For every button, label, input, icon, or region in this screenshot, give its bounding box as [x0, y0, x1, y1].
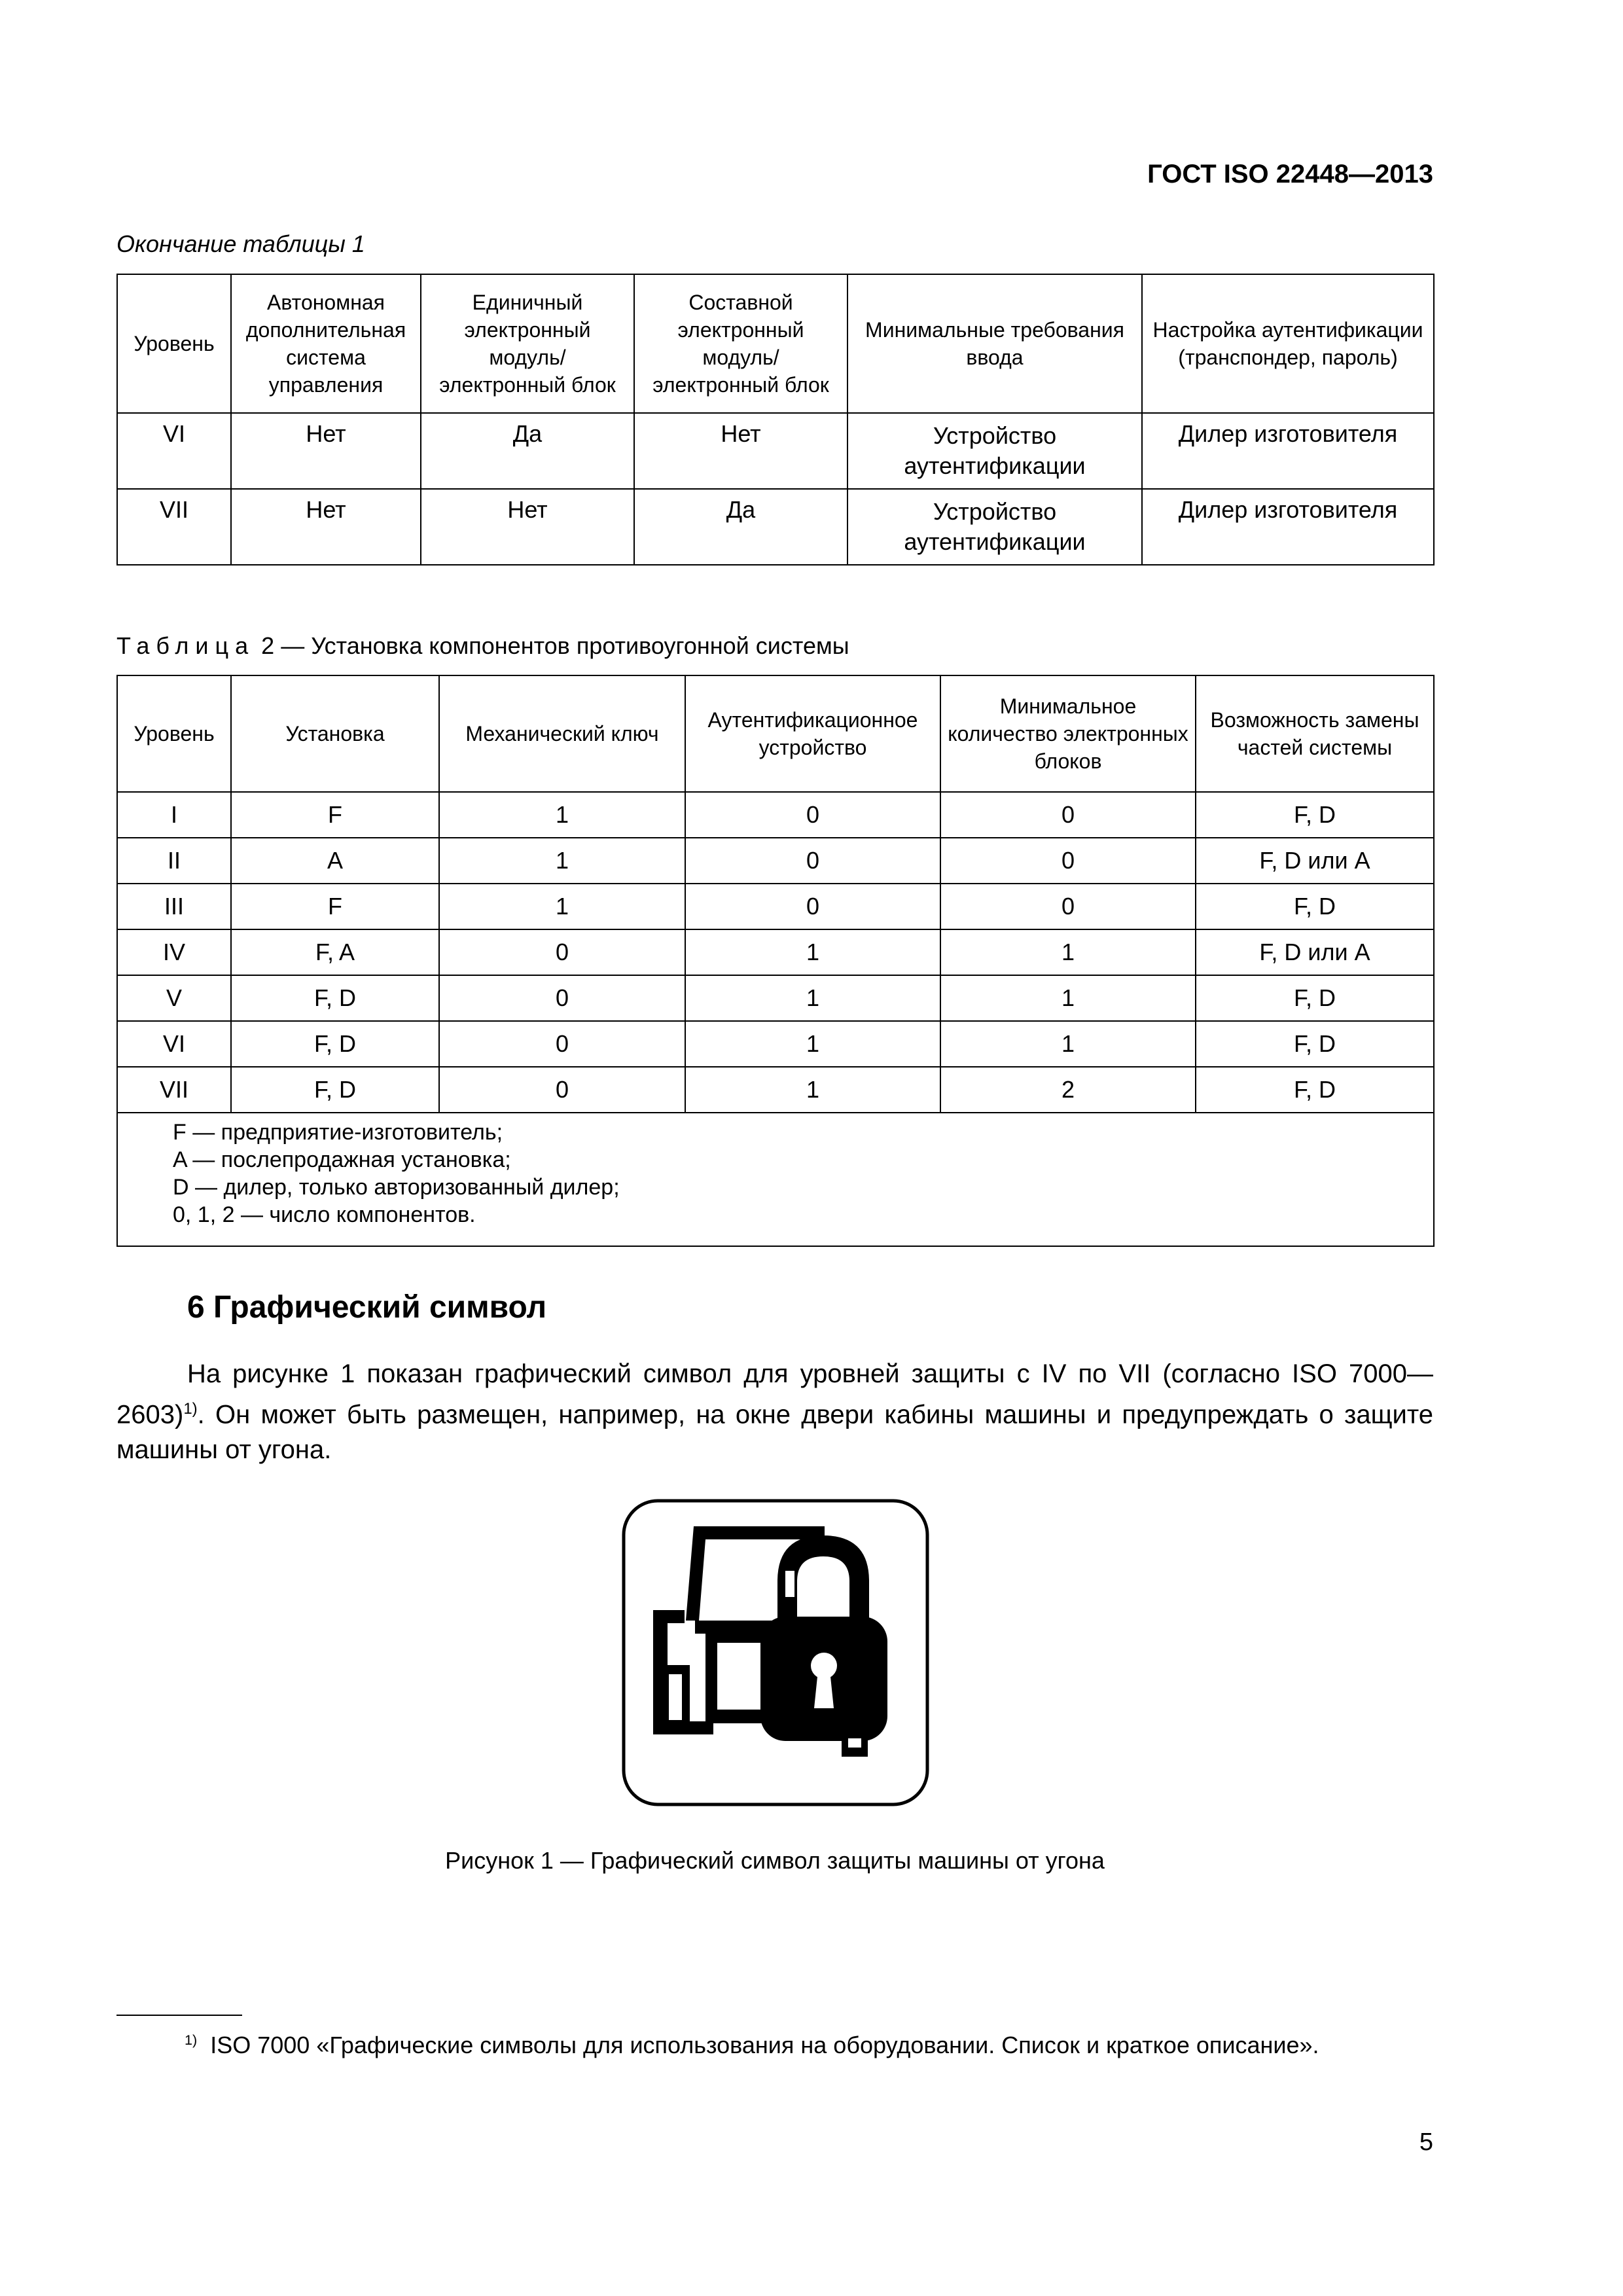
- table-cell: F, D: [1196, 792, 1434, 838]
- table-cell: Да: [421, 413, 634, 489]
- table-cell: F, D: [1196, 1067, 1434, 1113]
- table-cell: F, D или A: [1196, 838, 1434, 884]
- table1-header-cell: Составной электронный модуль/ электронный блок: [634, 274, 847, 413]
- footnote-marker: 1): [185, 2032, 198, 2048]
- table-cell: 1: [439, 884, 685, 929]
- table2-title: [116, 632, 849, 660]
- table-row: [117, 838, 1434, 884]
- table1: [116, 274, 1435, 565]
- machine-lock-symbol-icon: [622, 1499, 929, 1806]
- table-cell: 1: [685, 1021, 940, 1067]
- table-row: [117, 1021, 1434, 1067]
- table-cell: 0: [439, 1067, 685, 1113]
- table-cell: Нет: [231, 413, 421, 489]
- page-number: 5: [1419, 2128, 1433, 2156]
- table-cell: I: [117, 792, 231, 838]
- table-cell: 1: [685, 929, 940, 975]
- table2-note: D — дилер, только авторизованный дилер;: [173, 1175, 620, 1200]
- table-row: [117, 489, 1434, 565]
- table2-header-cell: Аутентификационное устройство: [685, 675, 940, 792]
- table2-header-cell: Механический ключ: [439, 675, 685, 792]
- table-row: [117, 1067, 1434, 1113]
- document-id-header: ГОСТ ISO 22448—2013: [1147, 160, 1433, 188]
- table-cell: 0: [940, 884, 1196, 929]
- table-cell: VII: [117, 1067, 231, 1113]
- table-cell: F, D: [231, 1067, 439, 1113]
- figure-caption: Рисунок 1 — Графический символ защиты машины от угона: [445, 1847, 1105, 1874]
- table-cell: VI: [117, 413, 231, 489]
- table-cell: Устройство аутентификации: [847, 489, 1142, 565]
- table1-header-cell: Автономная дополнительная система управления: [231, 274, 421, 413]
- table-row: [117, 792, 1434, 838]
- table2-notes-row: [117, 1113, 1434, 1246]
- table2: [116, 675, 1435, 1247]
- table-cell: 1: [940, 1021, 1196, 1067]
- table-cell: F: [231, 884, 439, 929]
- table2-note: 0, 1, 2 — число компонентов.: [173, 1202, 476, 1227]
- footnote-divider: [116, 2015, 242, 2016]
- table-cell: 0: [685, 792, 940, 838]
- table-cell: 0: [685, 838, 940, 884]
- table2-header-cell: Уровень: [117, 675, 231, 792]
- table-cell: II: [117, 838, 231, 884]
- table1-header-cell: Единичный электронный модуль/ электронный блок: [421, 274, 634, 413]
- table1-header-cell: Настройка аутентификации (транспондер, пароль): [1142, 274, 1434, 413]
- table-row: [117, 413, 1434, 489]
- table-cell: Дилер изготовителя: [1142, 413, 1434, 489]
- table-cell: 0: [439, 929, 685, 975]
- table1-caption: Окончание таблицы 1: [116, 230, 365, 257]
- table-cell: III: [117, 884, 231, 929]
- table-cell: 1: [940, 975, 1196, 1021]
- table-cell: VI: [117, 1021, 231, 1067]
- footnote: [185, 2032, 1319, 2059]
- section-heading: 6 Графический символ: [187, 1290, 547, 1325]
- table1-header-row: [117, 274, 1434, 413]
- table2-title-word: Таблица: [116, 632, 255, 659]
- table-cell: Дилер изготовителя: [1142, 489, 1434, 565]
- table-cell: IV: [117, 929, 231, 975]
- table-cell: V: [117, 975, 231, 1021]
- table-cell: Нет: [634, 413, 847, 489]
- table-cell: F, D или A: [1196, 929, 1434, 975]
- footnote-text: ISO 7000 «Графические символы для использования на оборудовании. Список и краткое описание».: [210, 2032, 1319, 2058]
- table2-title-rest: 2 — Установка компонентов противоугонной системы: [261, 632, 849, 659]
- footnote-ref: 1): [183, 1400, 198, 1418]
- table-cell: 2: [940, 1067, 1196, 1113]
- table-cell: 1: [685, 975, 940, 1021]
- table-cell: A: [231, 838, 439, 884]
- paragraph-text-continued: . Он может быть размещен, например, на окне двери кабины машины и предупреждать о защите машины от угона.: [116, 1400, 1433, 1465]
- table-cell: F, D: [1196, 1021, 1434, 1067]
- table2-note: F — предприятие-изготовитель;: [173, 1120, 503, 1145]
- table-cell: 0: [685, 884, 940, 929]
- table-cell: 0: [439, 1021, 685, 1067]
- table-cell: 1: [439, 838, 685, 884]
- table2-header-cell: Возможность замены частей системы: [1196, 675, 1434, 792]
- table-row: [117, 884, 1434, 929]
- table-cell: Нет: [231, 489, 421, 565]
- table-cell: Да: [634, 489, 847, 565]
- table2-notes: [117, 1113, 1434, 1246]
- table-cell: Устройство аутентификации: [847, 413, 1142, 489]
- table2-header-cell: Минимальное количество электронных блоков: [940, 675, 1196, 792]
- table-cell: VII: [117, 489, 231, 565]
- table1-header-cell: Уровень: [117, 274, 231, 413]
- table-cell: F, D: [231, 1021, 439, 1067]
- table-cell: 1: [439, 792, 685, 838]
- table-cell: 0: [940, 792, 1196, 838]
- table-cell: F, D: [231, 975, 439, 1021]
- table-row: [117, 975, 1434, 1021]
- table-cell: F, D: [1196, 975, 1434, 1021]
- table1-header-cell: Минимальные требования ввода: [847, 274, 1142, 413]
- section-paragraph: [116, 1356, 1433, 1467]
- table-cell: F, A: [231, 929, 439, 975]
- table-cell: Нет: [421, 489, 634, 565]
- table-cell: 1: [685, 1067, 940, 1113]
- table-cell: 0: [940, 838, 1196, 884]
- table2-header-row: [117, 675, 1434, 792]
- table-row: [117, 929, 1434, 975]
- paragraph-text: На рисунке 1 показан графический символ для уровней защиты с IV по VII (согласно ISO 7000—2603): [116, 1359, 1433, 1429]
- table-cell: 0: [439, 975, 685, 1021]
- table2-header-cell: Установка: [231, 675, 439, 792]
- table-cell: F: [231, 792, 439, 838]
- table-cell: 1: [940, 929, 1196, 975]
- table2-note: A — послепродажная установка;: [173, 1147, 511, 1172]
- table-cell: F, D: [1196, 884, 1434, 929]
